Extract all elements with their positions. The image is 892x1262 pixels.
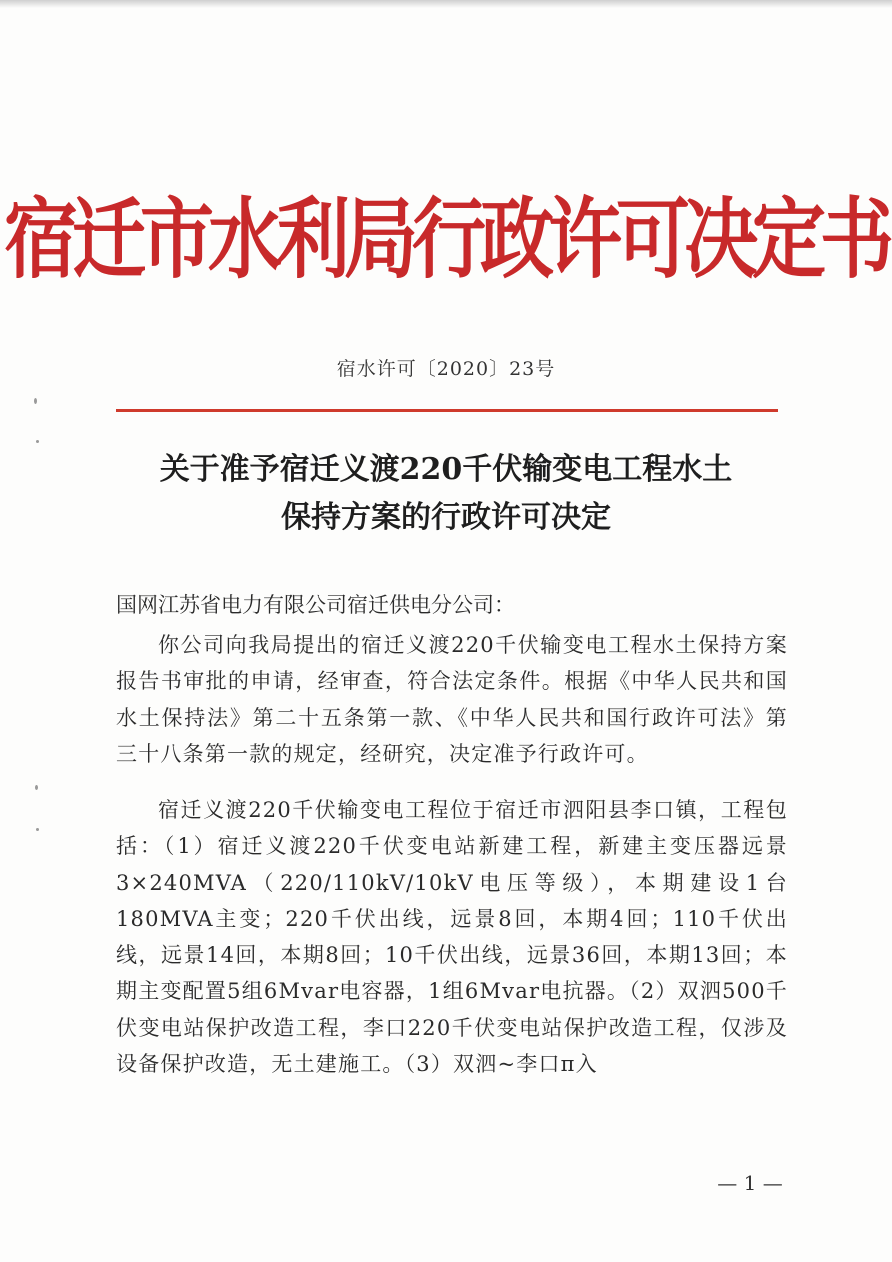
scan-speck bbox=[36, 828, 39, 831]
decision-title bbox=[100, 446, 792, 542]
page-number: — 1 — bbox=[717, 1171, 783, 1195]
document-number: 宿水许可〔2020〕23号 bbox=[336, 358, 556, 380]
red-divider-line bbox=[116, 409, 778, 412]
addressee: 国网江苏省电力有限公司宿迁供电分公司： bbox=[116, 593, 515, 617]
body-paragraph-1: 你公司向我局提出的宿迁义渡220千伏输变电工程水土保持方案报告书审批的申请，经审查，符合法定条件。根据《中华人民共和国水土保持法》第二十五条第一款、《中华人民共和国行政许可法》第三十八条第一款的规定，经研究，决定准予行政许可。 bbox=[116, 633, 788, 766]
scan-speck bbox=[36, 440, 39, 443]
scan-speck bbox=[35, 785, 38, 790]
agency-header-title: 宿迁市水利局行政许可决定书 bbox=[4, 189, 888, 291]
decision-title-line-2: 保持方案的行政许可决定 bbox=[281, 500, 611, 535]
body-paragraph-2: 宿迁义渡220千伏输变电工程位于宿迁市泗阳县李口镇，工程包括：（1）宿迁义渡220千伏变电站新建工程，新建主变压器远景3×240MVA（220/110kV/10kV电压等级），本期建设1台180MVA主变；220千伏出线，远景8回，本期4回；110千伏出线，远景14回，本期8回；10千伏出线，远景36回，本期13回；本期主变配置5组6Mvar电容器，1组6Mvar电抗器。（2）双泗500千伏变电站保护改造工程，李口220千伏变电站保护改造工程，仅涉及设备保护改造，无土建施工。（3）双泗~李口π入 bbox=[116, 798, 788, 1077]
scan-top-edge bbox=[0, 0, 892, 8]
decision-title-line-1: 关于准予宿迁义渡220千伏输变电工程水土 bbox=[159, 452, 733, 487]
scan-speck bbox=[34, 398, 37, 404]
